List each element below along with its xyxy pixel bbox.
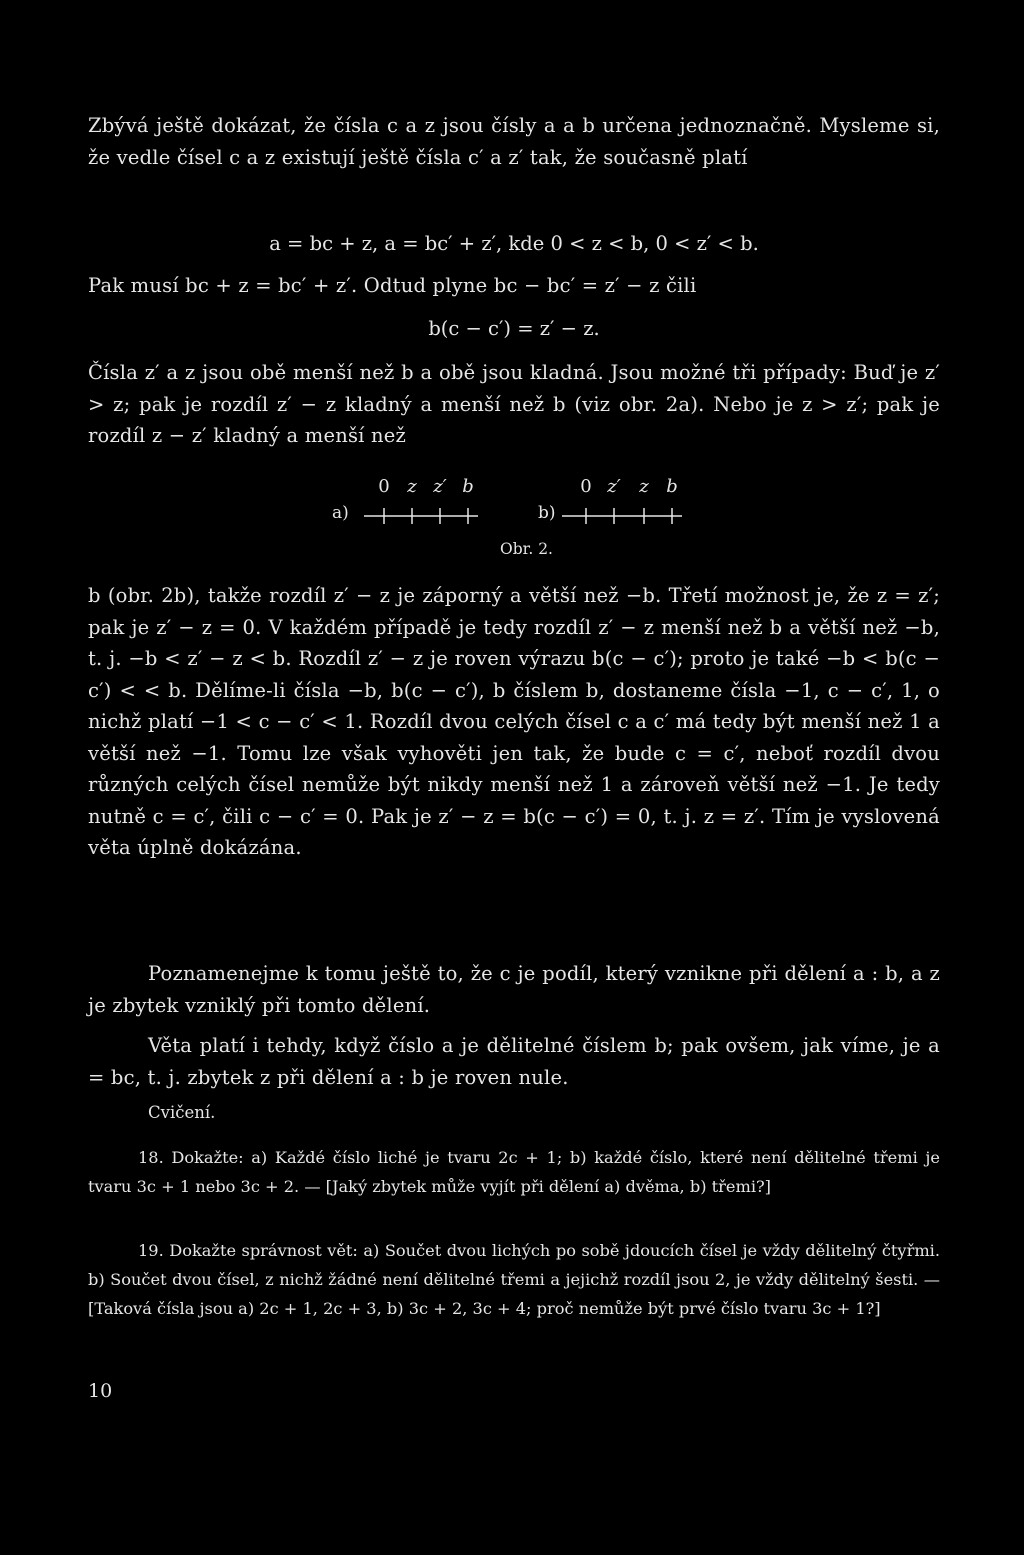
tick-label-a-0: 0 xyxy=(378,476,390,497)
exercises-heading: Cvičení. xyxy=(148,1103,216,1122)
figure-2b-label: b) xyxy=(538,503,556,523)
paragraph-1: Zbývá ještě dokázat, že čísla c a z jsou čísly a a b určena jednoznačně. Mysleme si, že vedle čísel c a z existují ještě čísla c′ a z′ tak, že současně platí xyxy=(88,114,940,169)
paragraph-2: Pak musí bc + z = bc′ + z′. Odtud plyne bc − bc′ = z′ − z čili xyxy=(88,274,697,297)
exercise-19: 19. Dokažte správnost vět: a) Součet dvou lichých po sobě jdoucích čísel je vždy dělitelný čtyřmi. b) Součet dvou čísel, z nichž žádné není dělitelné třemi a jejichž rozdíl jsou 2, je vždy dělitelný šesti. — [Taková čísla jsou a) 2c + 1, 2c + 3, b) 3c + 2, 3c + 4; proč nemůže být prvé číslo tvaru 3c + 1?] xyxy=(88,1241,940,1318)
equation-2: b(c − c′) = z′ − z. xyxy=(428,317,600,340)
paragraph-6: Věta platí i tehdy, když číslo a je dělitelné číslem b; pak ovšem, jak víme, je a = bc, t. j. zbytek z při dělení a : b je roven nule. xyxy=(88,1034,940,1089)
exercise-18: 18. Dokažte: a) Každé číslo liché je tvaru 2c + 1; b) každé číslo, které není dělitelné třemi je tvaru 3c + 1 nebo 3c + 2. — [Jaký zbytek může vyjít při dělení a) dvěma, b) třemi?] xyxy=(88,1148,940,1196)
figure-2a xyxy=(332,476,478,524)
figure-2 xyxy=(330,468,700,538)
page-number: 10 xyxy=(88,1380,113,1402)
figure-2b xyxy=(538,476,682,524)
figure-2a-label: a) xyxy=(332,503,349,523)
paragraph-3: Čísla z′ a z jsou obě menší než b a obě jsou kladná. Jsou možné tři případy: Buď je z′ > z; pak je rozdíl z′ − z kladný a menší než b (viz obr. 2a). Nebo je z > z′; pak je rozdíl z − z′ kladný a menší než xyxy=(88,361,940,447)
tick-label-b-3: b xyxy=(666,476,678,497)
tick-label-a-3: b xyxy=(462,476,474,497)
tick-label-a-2: z′ xyxy=(433,476,447,497)
tick-label-b-0: 0 xyxy=(580,476,592,497)
paragraph-5: Poznamenejme k tomu ještě to, že c je podíl, který vznikne při dělení a : b, a z je zbytek vzniklý při tomto dělení. xyxy=(88,962,940,1017)
tick-label-b-2: z xyxy=(639,476,649,497)
tick-label-a-1: z xyxy=(407,476,417,497)
paragraph-4: b (obr. 2b), takže rozdíl z′ − z je záporný a větší než −b. Třetí možnost je, že z = z′; pak je z′ − z = 0. V každém případě je tedy rozdíl z′ − z menší než b a větší než −b, t. j. −b < z′ − z < b. Rozdíl z′ − z je roven výrazu b(c − c′); proto je také −b < b(c − c′) < < b. Dělíme-li čísla −b, b(c − c′), b číslem b, dostaneme čísla −1, c − c′, 1, o nichž platí −1 < c − c′ < 1. Rozdíl dvou celých čísel c a c′ má tedy být menší než 1 a větší než −1. Tomu lze však vyhověti jen tak, že bude c = c′, neboť rozdíl dvou různých celých čísel nemůže být nikdy menší než 1 a zároveň větší než −1. Je tedy nutně c = c′, čili c − c′ = 0. Pak je z′ − z = b(c − c′) = 0, t. j. z = z′. Tím je vyslovená věta úplně dokázána. xyxy=(88,584,940,859)
figure-caption: Obr. 2. xyxy=(500,540,553,558)
equation-1: a = bc + z, a = bc′ + z′, kde 0 < z < b, 0 < z′ < b. xyxy=(269,232,759,255)
tick-label-b-1: z′ xyxy=(607,476,621,497)
